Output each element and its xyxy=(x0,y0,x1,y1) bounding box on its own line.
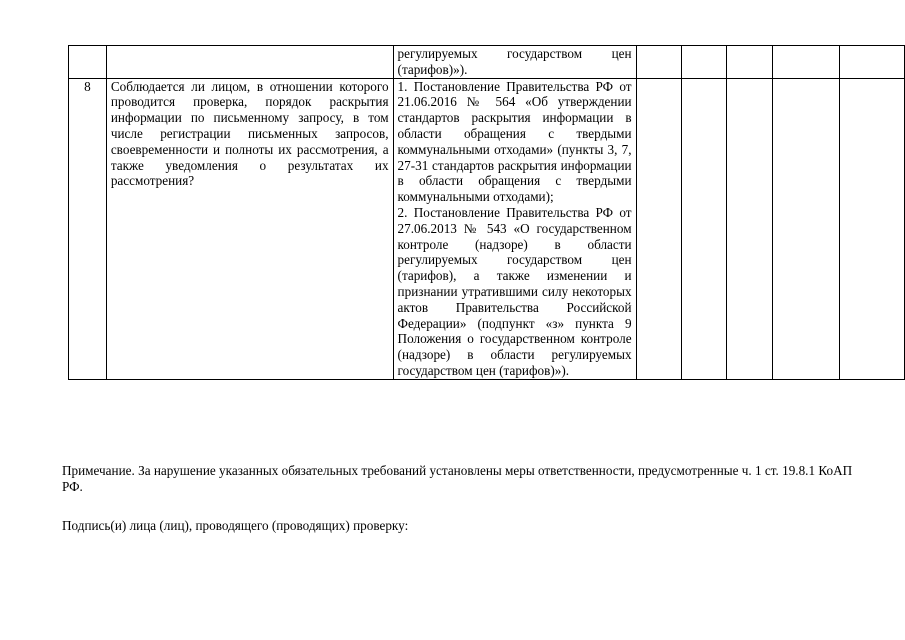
answer-yes-cell xyxy=(636,78,682,379)
note-paragraph: Примечание. За нарушение указанных обязательных требований установлены меры ответственности, предусмотренные ч. 1 ст. 19.8.1 КоАП РФ. xyxy=(62,463,853,494)
table-row-8 xyxy=(69,78,905,379)
extra-cell xyxy=(840,46,905,79)
references-cell: регулируемых государством цен (тарифов)»). xyxy=(393,46,636,79)
reference-item-2: 2. Постановление Правительства РФ от 27.06.2013 № 543 «О государственном контроле (надзоре) в области регулируемых государством цен (тарифов), а также изменении и признании утратившими силу некоторых актов Правительства Российской Федерации» (подпункт «з» пункта 9 Положения о государственном контроле (надзоре) в области регулируемых государством цен (тарифов)»). xyxy=(397,204,632,378)
answer-no-cell xyxy=(682,46,727,79)
extra-cell xyxy=(840,78,905,379)
signature-line: Подпись(и) лица (лиц), проводящего (проводящих) проверку: xyxy=(62,518,409,533)
answer-yes-cell xyxy=(636,46,682,79)
comment-cell xyxy=(772,78,840,379)
answer-na-cell xyxy=(727,46,773,79)
answer-no-cell xyxy=(682,78,727,379)
question-cell: Соблюдается ли лицом, в отношении которого проводится проверка, порядок раскрытия информации по письменному запросу, в том числе регистрации письменных запросов, своевременности и полноты их рассмотрения, а также уведомления о результатах их рассмотрения? xyxy=(106,78,393,379)
references-cell xyxy=(393,78,636,379)
answer-na-cell xyxy=(727,78,773,379)
table-row-continued xyxy=(69,46,905,79)
reference-item-1: 1. Постановление Правительства РФ от 21.06.2016 № 564 «Об утверждении стандартов раскрытия информации в области обращения с твердыми коммунальными отходами» (пункты 3, 7, 27-31 стандартов раскрытия информации в области обращения с твердыми коммунальными отходами); xyxy=(397,78,632,205)
question-cell xyxy=(106,46,393,79)
row-number-cell xyxy=(69,46,107,79)
comment-cell xyxy=(772,46,840,79)
row-number-cell: 8 xyxy=(69,78,107,379)
checklist-table xyxy=(68,45,905,380)
